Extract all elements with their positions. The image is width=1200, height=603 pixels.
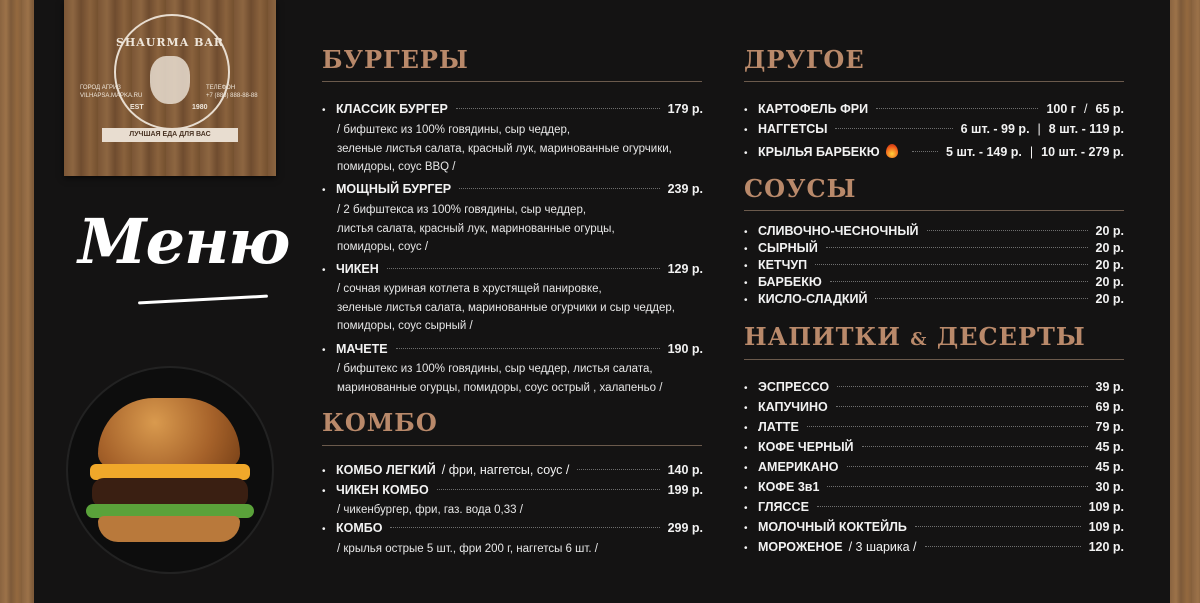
section-title-sauces: СОУСЫ [744, 174, 857, 203]
menu-item: • КОФЕ ЧЕРНЫЙ 45 р. [744, 440, 1124, 454]
logo-mascot-icon [150, 56, 190, 104]
menu-item-description: / бифштекс из 100% говядины, сыр чеддер, листья салата, маринованные огурцы, помидоры, соус острый , халапеньо / [337, 363, 663, 394]
logo-brand: SHAURMA BAR [115, 36, 225, 49]
logo-est-left: EST [130, 104, 144, 111]
menu-item: • КРЫЛЬЯ БАРБЕКЮ 5 шт. - 149 р. | 10 шт. - 279 р. [744, 145, 1124, 159]
menu-item: • КЛАССИК БУРГЕР 179 р. [322, 102, 703, 116]
menu-item: • ЧИКЕН 129 р. [322, 262, 703, 276]
menu-item-description: / чикенбургер, фри, газ. вода 0,33 / [337, 504, 523, 516]
menu-item-description: / 2 бифштекса из 100% говядины, сыр чеддер, листья салата, красный лук, маринованные огурцы, помидоры, соус / [337, 204, 615, 253]
wood-border-left [0, 0, 34, 603]
menu-item: • КОФЕ 3в1 30 р. [744, 480, 1124, 494]
section-title-other: ДРУГОЕ [744, 45, 865, 74]
menu-item: • АМЕРИКАНО 45 р. [744, 460, 1124, 474]
section-title-combo: КОМБО [322, 408, 438, 437]
menu-item: • НАГГЕТСЫ 6 шт. - 99 р. | 8 шт. - 119 р. [744, 122, 1124, 136]
menu-item: • МАЧЕТЕ 190 р. [322, 342, 703, 356]
burger-bun-bottom [98, 516, 240, 542]
menu-item: • КЕТЧУП 20 р. [744, 258, 1124, 272]
burger-bun-top [98, 398, 240, 468]
logo-contact-right: ТЕЛЕФОН +7 (888) 888-88-88 [206, 85, 258, 99]
section-divider [744, 210, 1124, 211]
section-divider [744, 359, 1124, 360]
logo-plate [64, 0, 276, 176]
logo-est-right: 1980 [192, 104, 208, 111]
burger-photo [66, 366, 274, 574]
logo-contact-left: ГОРОД АГРИЗ VILHAPSA.MAPKA.RU [80, 85, 143, 99]
chili-fire-icon [886, 144, 898, 158]
section-divider [744, 81, 1124, 82]
menu-item-description: / сочная куриная котлета в хрустящей панировке, зеленые листья салата, маринованные огурчики и сыр чеддер, помидоры, соус сырный / [337, 283, 675, 332]
menu-item: • КИСЛО-СЛАДКИЙ 20 р. [744, 292, 1124, 306]
logo-slogan: ЛУЧШАЯ ЕДА ДЛЯ ВАС [102, 128, 238, 142]
menu-item: • ЛАТТЕ 79 р. [744, 420, 1124, 434]
menu-item-description: / бифштекс из 100% говядины, сыр чеддер, зеленые листья салата, красный лук, маринованные огурчики, помидоры, соус BBQ / [337, 124, 672, 173]
section-divider [322, 445, 702, 446]
menu-item: • МОЛОЧНЫЙ КОКТЕЙЛЬ 109 р. [744, 520, 1124, 534]
menu-item: • КАПУЧИНО 69 р. [744, 400, 1124, 414]
menu-item: • ЭСПРЕССО 39 р. [744, 380, 1124, 394]
menu-heading: Меню [78, 205, 290, 278]
menu-item-description: / крылья острые 5 шт., фри 200 г, наггетсы 6 шт. / [337, 543, 598, 555]
section-title-burgers: БУРГЕРЫ [322, 45, 469, 74]
menu-item: • КОМБО 299 р. [322, 521, 703, 535]
menu-item: • БАРБЕКЮ 20 р. [744, 275, 1124, 289]
section-divider [322, 81, 702, 82]
menu-item: • МОЩНЫЙ БУРГЕР 239 р. [322, 182, 703, 196]
menu-item: • КАРТОФЕЛЬ ФРИ 100 г / 65 р. [744, 102, 1124, 116]
wood-border-right [1170, 0, 1200, 603]
menu-item: • СЛИВОЧНО-ЧЕСНОЧНЫЙ 20 р. [744, 224, 1124, 238]
menu-item: • ЧИКЕН КОМБО 199 р. [322, 483, 703, 497]
menu-item: • КОМБО ЛЕГКИЙ / фри, наггетсы, соус / 140 р. [322, 463, 703, 477]
menu-item: • СЫРНЫЙ 20 р. [744, 241, 1124, 255]
menu-item: • МОРОЖЕНОЕ / 3 шарика / 120 р. [744, 540, 1124, 554]
section-title-drinks: НАПИТКИ & ДЕСЕРТЫ [744, 322, 1086, 351]
menu-item: • ГЛЯССЕ 109 р. [744, 500, 1124, 514]
